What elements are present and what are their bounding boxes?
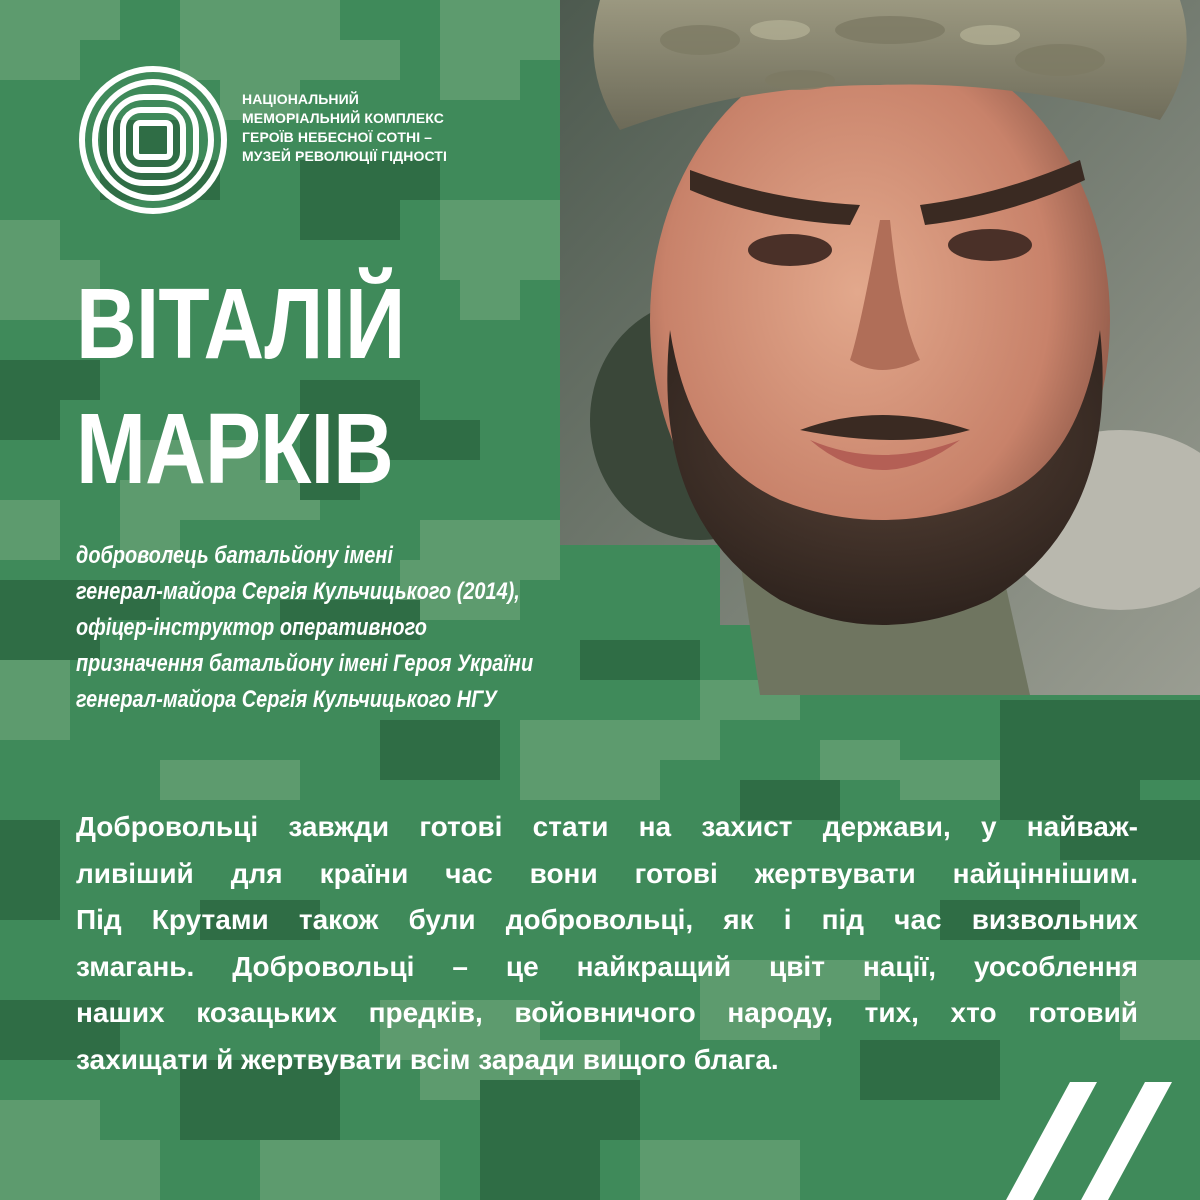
- organization-name-line: НАЦІОНАЛЬНИЙ: [242, 91, 359, 107]
- quote-text: [76, 804, 1138, 1083]
- concentric-square-circles-logo: [78, 65, 228, 215]
- quote-line: ливіший для країни час вони готові жертвувати найціннішим.: [76, 857, 1138, 889]
- role-line: офіцер-інструктор оперативного: [76, 614, 427, 641]
- hero-first-name: ВІТАЛІЙ: [76, 268, 405, 380]
- quote-line: Добровольці завжди готові стати на захист держави, у найваж-: [76, 811, 1138, 842]
- role-line: генерал-майора Сергія Кульчицького (2014),: [76, 578, 520, 605]
- quote-line: Під Крутами також були добровольці, як і під час визвольних: [76, 904, 1138, 935]
- hero-last-name: МАРКІВ: [76, 393, 393, 505]
- hero-role-description: [76, 538, 716, 718]
- organization-name-line: МЕМОРІАЛЬНИЙ КОМПЛЕКС: [242, 110, 444, 126]
- double-slash-icon: [1000, 1060, 1200, 1200]
- role-line: доброволець батальйону імені: [76, 542, 393, 569]
- quote-line: наших козацьких предків, войовничого народу, тих, хто готовий: [76, 997, 1138, 1028]
- quote-line: захищати й жертвувати всім заради вищого блага.: [76, 1043, 779, 1075]
- organization-name-line: МУЗЕЙ РЕВОЛЮЦІЇ ГІДНОСТІ: [242, 148, 447, 164]
- quote-line: змагань. Добровольці – це найкращий цвіт нації, уособлення: [76, 950, 1138, 982]
- role-line: призначення батальйону імені Героя України: [76, 650, 534, 677]
- role-line: генерал-майора Сергія Кульчицького НГУ: [76, 686, 497, 713]
- organization-name: [242, 90, 542, 166]
- organization-name-line: ГЕРОЇВ НЕБЕСНОЇ СОТНІ –: [242, 129, 433, 145]
- hero-name: [76, 262, 556, 512]
